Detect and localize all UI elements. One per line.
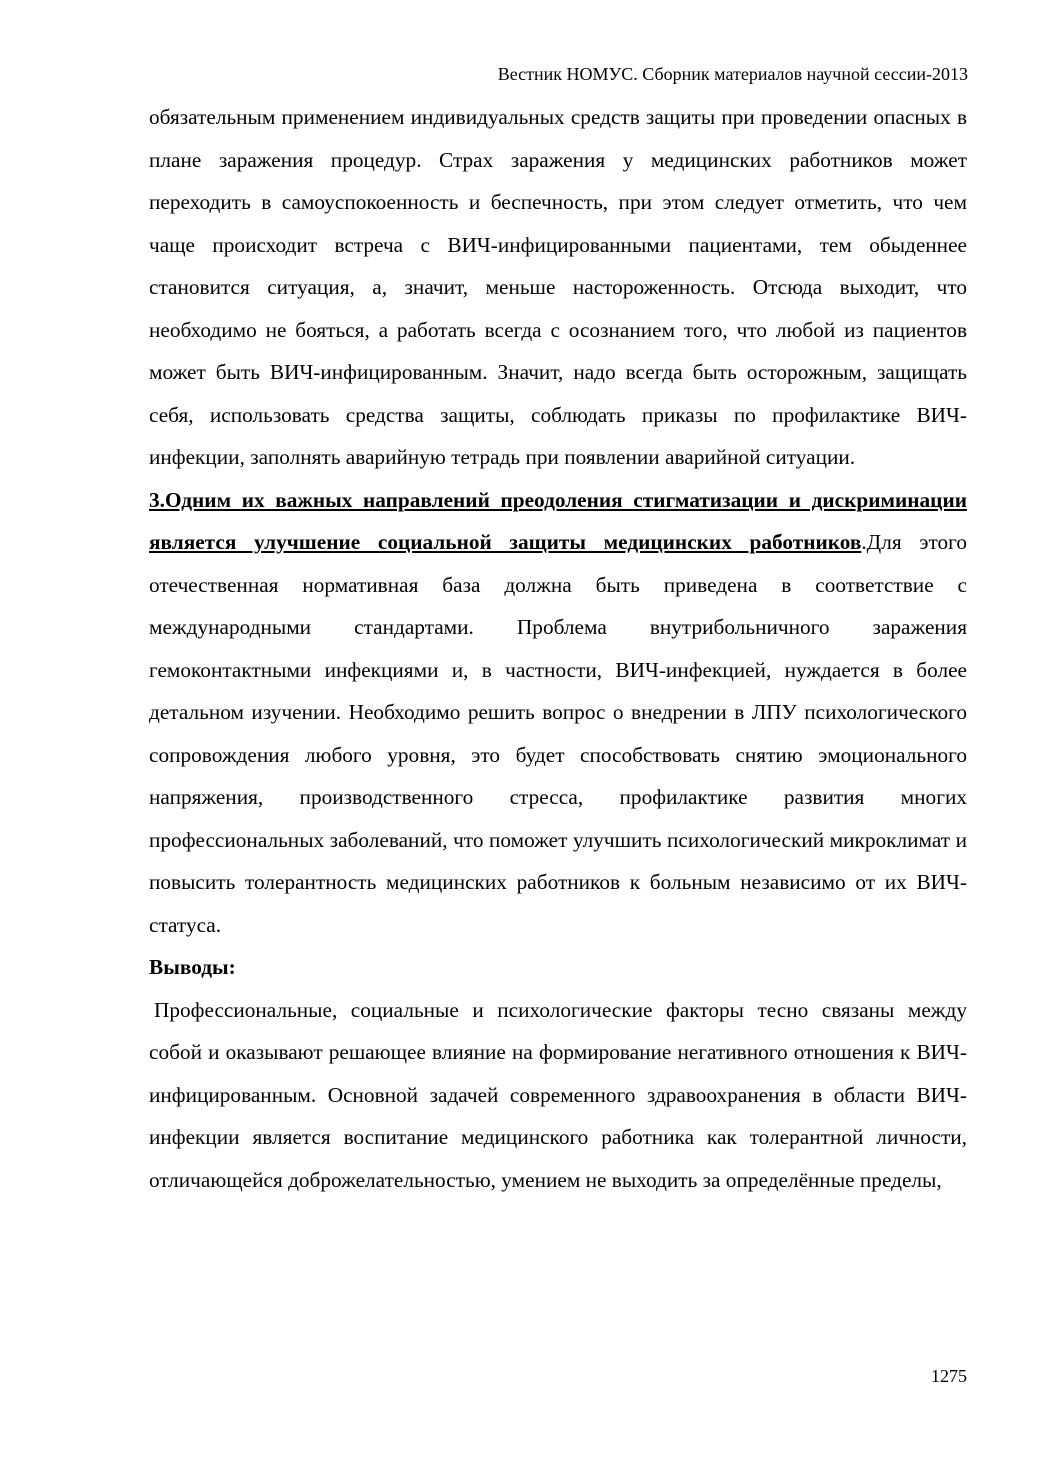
running-header: Вестник НОМУС. Сборник материалов научной сессии-2013 — [497, 64, 968, 84]
paragraph-continuation: .Для этого отечественная нормативная база должна быть приведена в соответствие с международными стандартами. Проблема внутрибольничного заражения гемоконтактными инфекциями и, в частности, ВИЧ-инфекцией, нуждается в более детальном изучении. Необходимо решить вопрос о внедрении в ЛПУ психологического сопровождения любого уровня, это будет способствовать снятию эмоционального напряжения, производственного стресса, профилактике развития многих профессиональных заболеваний, что поможет улучшить психологический микроклимат и повысить толерантность медицинских работников к больным независимо от их ВИЧ-статуса. — [149, 530, 967, 937]
page-number: 1275 — [931, 1366, 967, 1386]
paragraph-precautions: обязательным применением индивидуальных средств защиты при проведении опасных в плане заражения процедур. Страх заражения у медицинских работников может переходить в самоуспокоенность и беспечность, при этом следует отметить, что чем чаще происходит встреча с ВИЧ-инфицированными пациентами, тем обыденнее становится ситуация, а, значит, меньше настороженность. Отсюда выходит, что необходимо не бояться, а работать всегда с осознанием того, что любой из пациентов может быть ВИЧ-инфицированным. Значит, надо всегда быть осторожным, защищать себя, использовать средства защиты, соблюдать приказы по профилактике ВИЧ-инфекции, заполнять аварийную тетрадь при появлении аварийной ситуации. — [149, 105, 967, 469]
paragraph-social-protection — [149, 479, 967, 947]
body-text — [149, 96, 967, 1201]
conclusions-heading: Выводы: — [149, 955, 236, 979]
paragraph-lead-underlined: 3.Одним их важных направлений преодоления стигматизации и дискриминации является улучшение социальной защиты медицинских работников — [149, 487, 967, 554]
paragraph-conclusions: Профессиональные, социальные и психологические факторы тесно связаны между собой и оказывают решающее влияние на формирование негативного отношения к ВИЧ-инфицированным. Основной задачей современного здравоохранения в области ВИЧ-инфекции является воспитание медицинского работника как толерантной личности, отличающейся доброжелательностью, умением не выходить за определённые пределы, — [149, 997, 967, 1192]
